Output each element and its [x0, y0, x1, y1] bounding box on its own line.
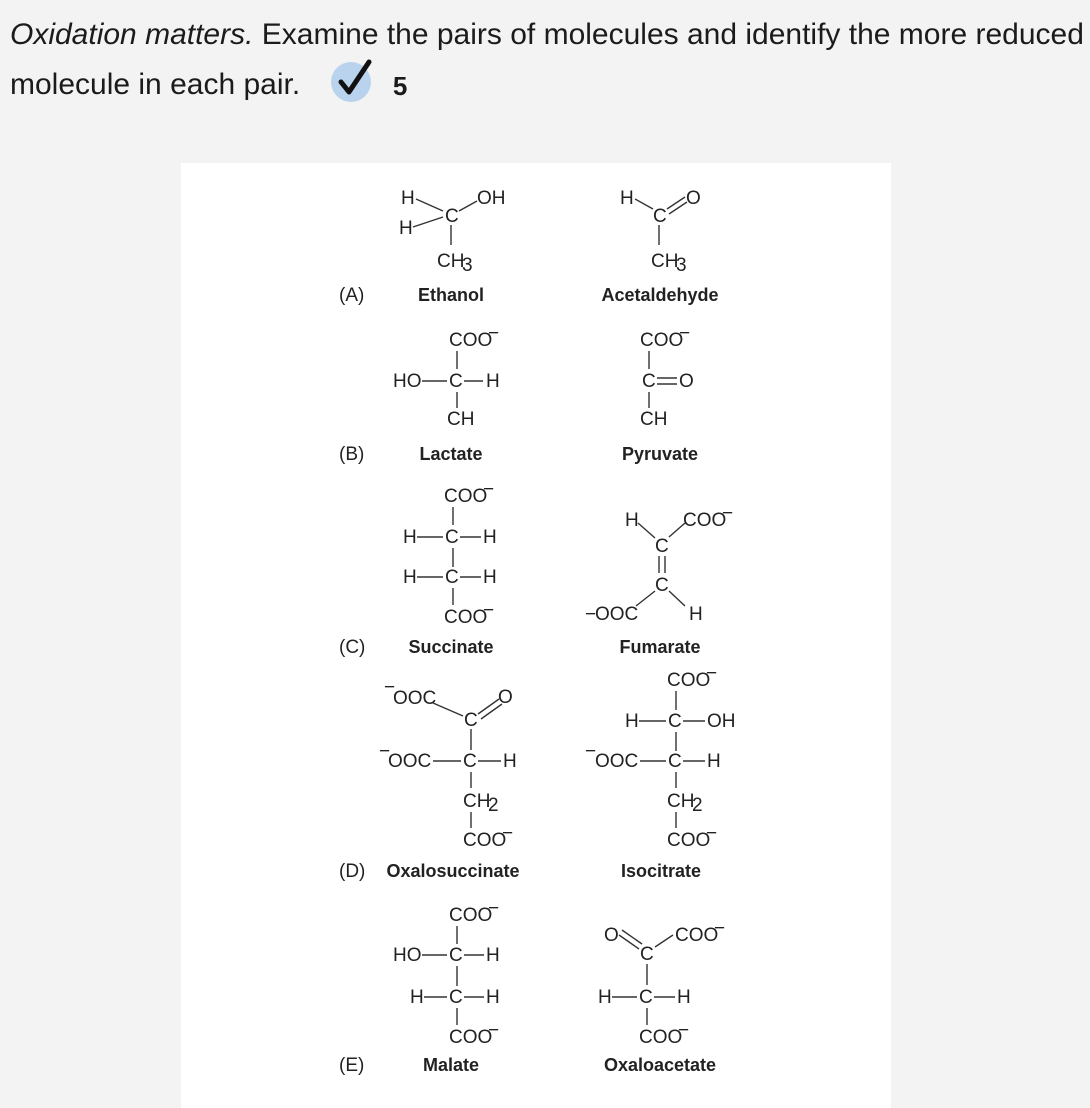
svg-text:3: 3 [676, 255, 687, 276]
svg-text:CH: CH [463, 791, 491, 812]
svg-text:−: − [483, 479, 495, 500]
succinate-structure [403, 479, 497, 628]
correct-check-icon [331, 62, 371, 102]
svg-text:−: − [488, 1020, 500, 1041]
svg-text:C: C [640, 944, 654, 965]
svg-text:H: H [707, 751, 721, 772]
isocitrate-structure [585, 663, 736, 851]
svg-text:HO: HO [393, 945, 422, 966]
svg-text:COO: COO [675, 925, 719, 946]
svg-text:OH: OH [477, 188, 506, 209]
svg-text:C: C [449, 987, 463, 1008]
svg-text:−: − [585, 741, 597, 762]
name-acetaldehyde: Acetaldehyde [601, 285, 719, 305]
svg-text:H: H [625, 711, 639, 732]
svg-text:C: C [639, 987, 653, 1008]
svg-text:−: − [384, 677, 396, 698]
svg-text:2: 2 [692, 795, 703, 816]
row-label-b: (B) [339, 444, 365, 465]
svg-text:−: − [722, 503, 734, 524]
svg-text:−: − [585, 604, 597, 625]
svg-text:COO: COO [444, 607, 488, 628]
svg-text:−: − [706, 823, 718, 844]
svg-text:H: H [486, 945, 500, 966]
svg-text:H: H [598, 987, 612, 1008]
svg-text:HO: HO [393, 371, 422, 392]
molecule-diagram [181, 163, 891, 1108]
svg-text:−: − [679, 323, 691, 344]
oxaloacetate-structure [598, 918, 725, 1048]
svg-text:COO: COO [640, 330, 684, 351]
svg-text:H: H [483, 567, 497, 588]
name-fumarate: Fumarate [619, 637, 701, 657]
svg-text:−: − [488, 898, 500, 919]
svg-text:C: C [463, 751, 477, 772]
svg-text:H: H [401, 188, 415, 209]
acetaldehyde-structure [620, 188, 701, 276]
malate-structure [393, 898, 500, 1048]
svg-text:H: H [399, 218, 413, 239]
row-label-a: (A) [339, 285, 365, 306]
name-oxalosuccinate: Oxalosuccinate [386, 861, 520, 881]
svg-text:H: H [486, 371, 500, 392]
svg-text:C: C [668, 711, 682, 732]
svg-text:H: H [403, 527, 417, 548]
svg-text:OOC: OOC [595, 751, 639, 772]
svg-text:−: − [483, 600, 495, 621]
fumarate-structure [585, 503, 733, 625]
name-succinate: Succinate [408, 637, 494, 657]
svg-text:C: C [464, 710, 478, 731]
svg-text:COO: COO [449, 1027, 493, 1048]
svg-text:CH: CH [447, 409, 475, 430]
name-lactate: Lactate [419, 444, 483, 464]
svg-text:COO: COO [667, 830, 711, 851]
svg-text:C: C [445, 567, 459, 588]
svg-text:C: C [655, 536, 669, 557]
svg-text:H: H [677, 987, 691, 1008]
svg-text:C: C [445, 206, 459, 227]
row-label-e: (E) [339, 1055, 365, 1076]
svg-text:C: C [655, 575, 669, 596]
svg-text:COO: COO [449, 905, 493, 926]
ethanol-structure [399, 188, 506, 276]
svg-text:C: C [445, 527, 459, 548]
svg-text:H: H [625, 510, 639, 531]
name-pyruvate: Pyruvate [621, 444, 699, 464]
svg-text:H: H [503, 751, 517, 772]
svg-text:H: H [410, 987, 424, 1008]
svg-text:H: H [486, 987, 500, 1008]
molecule-figure [181, 163, 891, 1108]
svg-text:OOC: OOC [595, 604, 639, 625]
svg-text:C: C [653, 206, 667, 227]
question-text [10, 10, 1085, 111]
svg-text:O: O [498, 687, 513, 708]
svg-text:COO: COO [444, 486, 488, 507]
svg-text:−: − [678, 1020, 690, 1041]
svg-text:−: − [714, 918, 726, 939]
svg-text:COO: COO [463, 830, 507, 851]
svg-text:−: − [379, 741, 391, 762]
svg-text:CH: CH [651, 251, 679, 272]
svg-text:H: H [483, 527, 497, 548]
svg-text:CH: CH [437, 251, 465, 272]
svg-text:COO: COO [449, 330, 493, 351]
svg-text:H: H [620, 188, 634, 209]
svg-text:−: − [488, 323, 500, 344]
svg-text:−: − [706, 663, 718, 684]
oxalosuccinate-structure [379, 677, 517, 851]
svg-text:C: C [668, 751, 682, 772]
svg-text:COO: COO [667, 670, 711, 691]
svg-text:O: O [604, 925, 619, 946]
svg-text:H: H [689, 604, 703, 625]
row-label-c: (C) [339, 637, 366, 658]
question-body: Examine the pairs of molecules and identify the more reduced molecule in each pair. [10, 18, 1084, 101]
svg-text:O: O [686, 188, 701, 209]
svg-text:COO: COO [639, 1027, 683, 1048]
name-isocitrate: Isocitrate [620, 861, 702, 881]
svg-text:OOC: OOC [393, 688, 437, 709]
pyruvate-structure [640, 323, 694, 430]
svg-text:OOC: OOC [388, 751, 432, 772]
svg-text:C: C [449, 945, 463, 966]
svg-text:C: C [642, 371, 656, 392]
score-value: 5 [392, 71, 408, 102]
svg-text:O: O [679, 371, 694, 392]
question-title: Oxidation matters. [10, 18, 254, 51]
lactate-structure [393, 323, 500, 430]
svg-text:CH: CH [640, 409, 668, 430]
svg-text:C: C [449, 371, 463, 392]
svg-text:2: 2 [488, 795, 499, 816]
svg-text:−: − [502, 823, 514, 844]
svg-text:COO: COO [683, 510, 727, 531]
row-label-d: (D) [339, 861, 366, 882]
svg-text:3: 3 [462, 255, 473, 276]
svg-text:OH: OH [707, 711, 736, 732]
svg-text:H: H [403, 567, 417, 588]
svg-text:CH: CH [667, 791, 695, 812]
name-oxaloacetate: Oxaloacetate [603, 1055, 717, 1075]
name-malate: Malate [422, 1055, 480, 1075]
name-ethanol: Ethanol [418, 285, 484, 305]
